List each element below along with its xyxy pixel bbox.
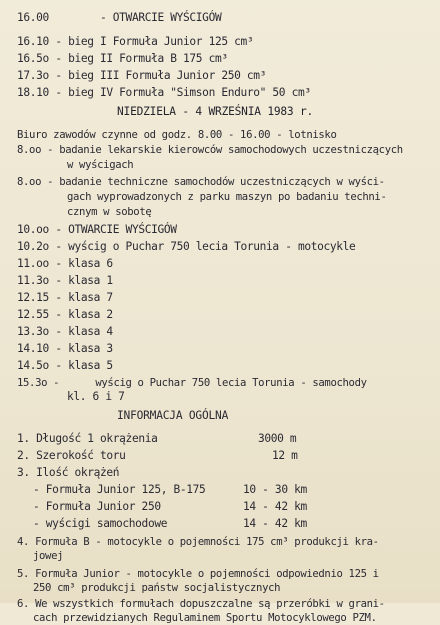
info-item-continuation: cach przewidzianych Regulaminem Sportu Motocyklowego PZM. xyxy=(33,612,377,624)
schedule-line: 16.00 - OTWARCIE WYŚCIGÓW xyxy=(17,11,222,24)
info-item: 1. Długość 1 okrążenia xyxy=(17,432,158,445)
info-subitem: - Formuła Junior 125, B-175 xyxy=(33,483,206,496)
info-item: 5. Formuła Junior - motocykle o pojemności odpowiednio 125 i xyxy=(17,568,379,580)
schedule-line: 18.10 - bieg IV Formuła "Simson Enduro" 50 cm³ xyxy=(17,86,311,99)
info-value: 10 - 30 km xyxy=(243,483,307,496)
schedule-line: 8.oo - badanie lekarskie kierowców samochodowych uczestniczących xyxy=(17,144,403,156)
schedule-line-continuation: kl. 6 i 7 xyxy=(67,390,125,403)
schedule-line: 14.5o - klasa 5 xyxy=(17,359,113,372)
schedule-line: 12.55 - klasa 2 xyxy=(17,308,113,321)
schedule-line: 16.10 - bieg I Formuła Junior 125 cm³ xyxy=(17,35,254,48)
schedule-line: 10.2o - wyścig o Puchar 750 lecia Torunia - motocykle xyxy=(17,240,356,253)
info-heading: INFORMACJA OGÓLNA xyxy=(117,409,229,422)
schedule-line: 8.oo - badanie techniczne samochodów uczestniczących w wyści- xyxy=(17,176,385,188)
schedule-line: 16.5o - bieg II Formuła B 175 cm³ xyxy=(17,52,228,65)
schedule-line: 11.3o - klasa 1 xyxy=(17,274,113,287)
info-value: 14 - 42 km xyxy=(243,517,307,530)
info-value: 3000 m xyxy=(258,432,297,445)
schedule-line: 15.3o - wyścig o Puchar 750 lecia Torunia - samochody xyxy=(17,377,367,389)
schedule-line: 12.15 - klasa 7 xyxy=(17,291,113,304)
schedule-line-continuation: cznym w sobotę xyxy=(67,206,152,218)
info-item: 6. We wszystkich formułach dopuszczalne są przeróbki w grani- xyxy=(17,598,385,610)
info-value: 12 m xyxy=(272,449,298,462)
schedule-line: 11.oo - klasa 6 xyxy=(17,257,113,270)
info-item: 2. Szerokość toru xyxy=(17,449,126,462)
info-item: 3. Ilość okrążeń xyxy=(17,466,120,479)
schedule-line: 13.3o - klasa 4 xyxy=(17,325,113,338)
info-item-continuation: jowej xyxy=(33,550,64,562)
schedule-line-continuation: w wyścigach xyxy=(67,159,134,171)
schedule-line: Biuro zawodów czynne od godz. 8.00 - 16.00 - lotnisko xyxy=(17,129,337,141)
schedule-line: 17.3o - bieg III Formuła Junior 250 cm³ xyxy=(17,69,267,82)
schedule-line: 10.oo - OTWARCIE WYŚCIGÓW xyxy=(17,223,177,236)
info-subitem: - Formuła Junior 250 xyxy=(33,500,161,513)
info-value: 14 - 42 km xyxy=(243,500,307,513)
schedule-line-continuation: gach wyprowadzonych z parku maszyn po badaniu techni- xyxy=(67,191,387,203)
info-subitem: - wyścigi samochodowe xyxy=(33,517,168,530)
day-heading: NIEDZIELA - 4 WRZEŚNIA 1983 r. xyxy=(117,105,314,118)
info-item: 4. Formuła B - motocykle o pojemności 175 cm³ produkcji kra- xyxy=(17,536,379,548)
info-item-continuation: 250 cm³ produkcji państw socjalistycznych xyxy=(33,582,281,594)
schedule-line: 14.10 - klasa 3 xyxy=(17,342,113,355)
